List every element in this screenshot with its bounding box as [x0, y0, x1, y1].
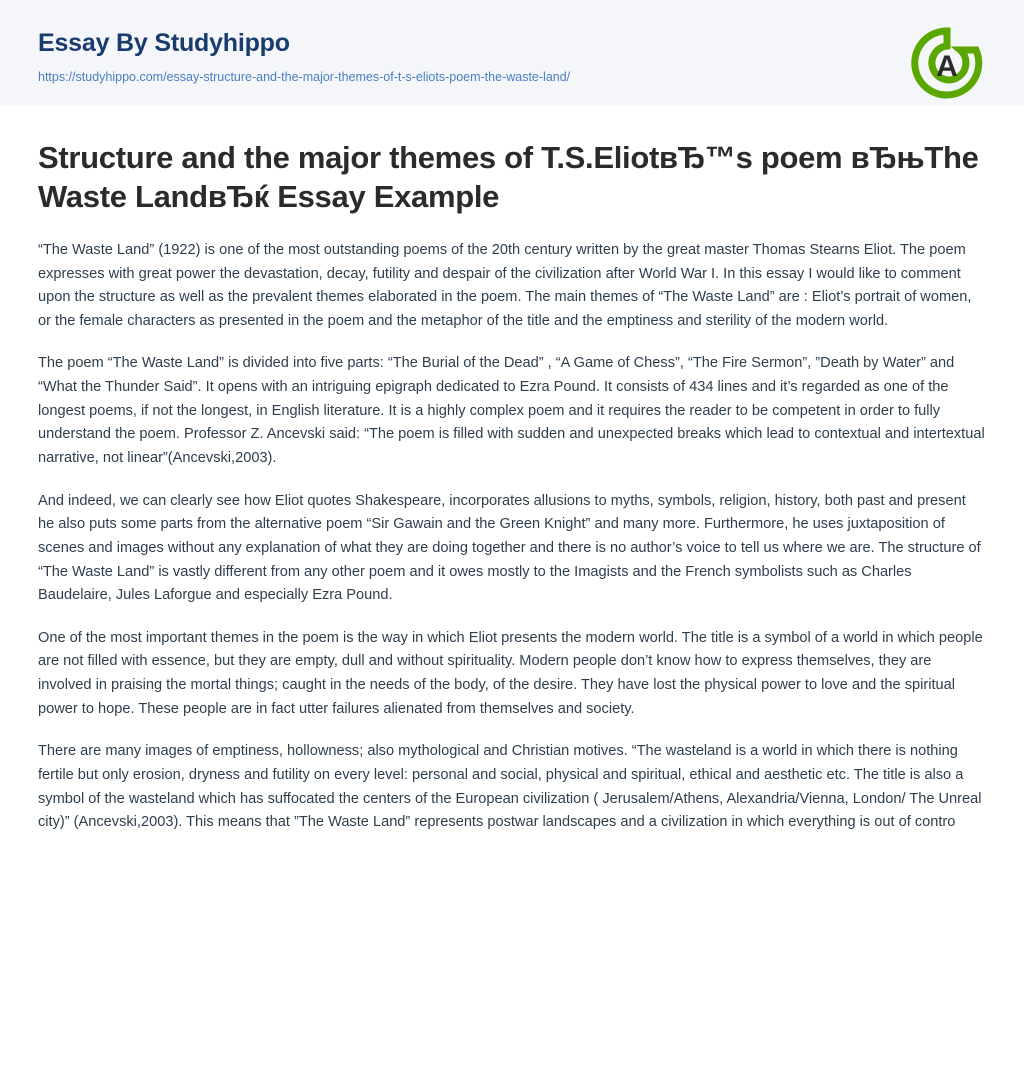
page-header [0, 0, 1024, 105]
paragraph: There are many images of emptiness, hollowness; also mythological and Christian motives. “The wasteland is a world in which there is nothing fertile but only erosion, dryness and futility on every level: personal and social, physical and spiritual, ethical and aesthetic etc. The title is also a symbol of the wasteland which has suffocated the centers of the European civilization ( Jerusalem/Athens, Alexandria/Vienna, London/ The Unreal city)” (Ancevski,2003). This means that ”The Waste Land” represents postwar landscapes and a civilization in which everything is out of contro [38, 743, 982, 831]
source-url[interactable]: https://studyhippo.com/essay-structure-and-the-major-themes-of-t-s-eliots-poem-the-waste-land/ [38, 70, 571, 84]
paragraph: One of the most important themes in the poem is the way in which Eliot presents the modern world. The title is a symbol of a world in which people are not filled with essence, but they are empty, dull and without spirituality. Modern people don’t know how to express themselves, they are involved in praising the mortal things; caught in the needs of the body, of the desire. They have lost the physical power to love and the spiritual power to hope. These people are in fact utter failures alienated from themselves and society. [38, 629, 983, 717]
article-body [0, 105, 1024, 875]
svg-text:A: A [936, 50, 958, 83]
paragraph: “The Waste Land” (1922) is one of the most outstanding poems of the 20th century written by the great master Thomas Stearns Eliot. The poem expresses with great power the devastation, decay, futility and despair of the civilization after World War I. In this essay I would like to comment upon the structure as well as the prevalent themes elaborated in the poem. The main themes of “The Waste Land” are : Eliot’s portrait of women, or the female characters as presented in the poem and the metaphor of the title and the emptiness and sterility of the modern world. [38, 241, 972, 329]
page-title: Structure and the major themes of T.S.EliotвЂ™s poem вЂњThe Waste LandвЂќ Essay Example [38, 140, 979, 215]
site-title: Essay By Studyhippo [38, 29, 290, 57]
paragraph: The poem “The Waste Land” is divided into five parts: “The Burial of the Dead” , “A Game of Chess”, “The Fire Sermon”, ”Death by Water” and “What the Thunder Said”. It opens with an intriguing epigraph dedicated to Ezra Pound. It consists of 434 lines and it’s regarded as one of the longest poems, if not the longest, in English literature. It is a highly complex poem and it requires the reader to be competent in order to fully understand the poem. Professor Z. Ancevski said: “The poem is filled with sudden and unexpected breaks which lead to contextual and intertextual narrative, not linear”(Ancevski,2003). [38, 355, 985, 466]
paragraph: And indeed, we can clearly see how Eliot quotes Shakespeare, incorporates allusions to myths, symbols, religion, history, both past and present he also puts some parts from the alternative poem “Sir Gawain and the Green Knight” and many more. Furthermore, he uses juxtaposition of scenes and images without any explanation of what they are doing together and there is no author’s voice to tell us where we are. The structure of “The Waste Land” is vastly different from any other poem and it owes mostly to the Imagists and the French symbolists such as Charles Baudelaire, Jules Laforgue and especially Ezra Pound. [38, 492, 981, 604]
studyhippo-logo-icon [910, 26, 984, 100]
